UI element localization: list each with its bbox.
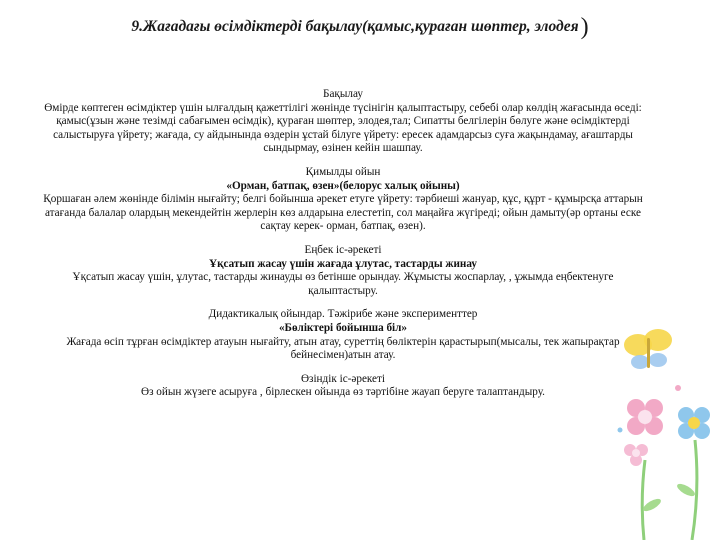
dot-icon bbox=[675, 385, 681, 391]
document-body bbox=[38, 88, 648, 410]
title-close-paren: ) bbox=[580, 14, 589, 40]
section-observation bbox=[38, 88, 648, 156]
section-heading: Еңбек іс-әрекеті bbox=[304, 243, 382, 256]
dot-icon bbox=[618, 428, 623, 433]
section-subtitle: «Орман, батпақ, өзен»(белорус халық ойыны) bbox=[226, 179, 460, 192]
blue-flower-icon bbox=[678, 407, 710, 439]
section-didactic-games bbox=[38, 308, 648, 362]
page-title bbox=[0, 14, 720, 44]
section-body: Өз ойын жүзеге асыруға , бірлескен ойында өз тәртібіне жауап беруге талаптандыру. bbox=[141, 386, 545, 399]
section-labor bbox=[38, 244, 648, 298]
section-body: Ұқсатып жасау үшін, ұлутас, тастарды жинауды өз бетінше орындау. Жұмысты жоспарлау, , ұжымда еңбектенуге қалыптастыру. bbox=[72, 271, 614, 297]
section-heading: Өзіндік іс-әрекеті bbox=[300, 372, 386, 385]
section-subtitle: Ұқсатып жасау үшін жағада ұлутас, тастарды жинау bbox=[208, 257, 477, 270]
butterfly-icon bbox=[624, 329, 672, 369]
section-heading: Дидактикалық ойындар. Тәжірибе және эксперименттер bbox=[208, 308, 478, 321]
title-text: 9.Жағадағы өсімдіктерді бақылау(қамыс,қураған шөптер, элодея bbox=[131, 18, 579, 35]
section-body: Өмірде көптеген өсімдіктер үшін ылғалдың қажеттілігі жөнінде түсінігін қалыптастыру, себебі олар көлдің жағасында өседі: қамыс(ұзын және тезімді сабағымен өсімдік), қураған шөптер, элодея,тал; Сипатты белгілерін бөлуге және өсімдіктерді салыстыруға үйрету; жағада, су айдынында өздерін ұстай білуге үйрету: ересек адамдарсыз суға жақындамау, ағаштарды сындырмау, өзінен кейін шашпау. bbox=[44, 101, 642, 155]
pink-flower-icon bbox=[627, 399, 663, 435]
section-heading: Бақылау bbox=[323, 88, 363, 100]
section-subtitle: «Бөліктері бойынша біл» bbox=[278, 321, 408, 334]
flower-decoration bbox=[600, 290, 720, 540]
section-movement-game bbox=[38, 166, 648, 234]
section-independent-activity bbox=[38, 373, 648, 400]
section-heading: Қимылды ойын bbox=[305, 165, 381, 178]
section-body: Қоршаған әлем жөнінде білімін нығайту; белгі бойынша әрекет етуге үйрету: тәрбиеші жануар, құс, құрт - құмырсқа аттарын атағанда балалар олардың мекендейтін жерлерін көз алдарына елестетіп, сол маңайға жүгіреді; ойын дамыту(әр ортаны еске сақтау керек- орман, батпақ, өзен). bbox=[43, 193, 643, 233]
section-body: Жағада өсіп тұрған өсімдіктер атауын нығайту, атын атау, суреттің бөліктерін қарастырып(мысалы, тек жапырақтар бейнесімен)атын атау. bbox=[66, 335, 620, 362]
